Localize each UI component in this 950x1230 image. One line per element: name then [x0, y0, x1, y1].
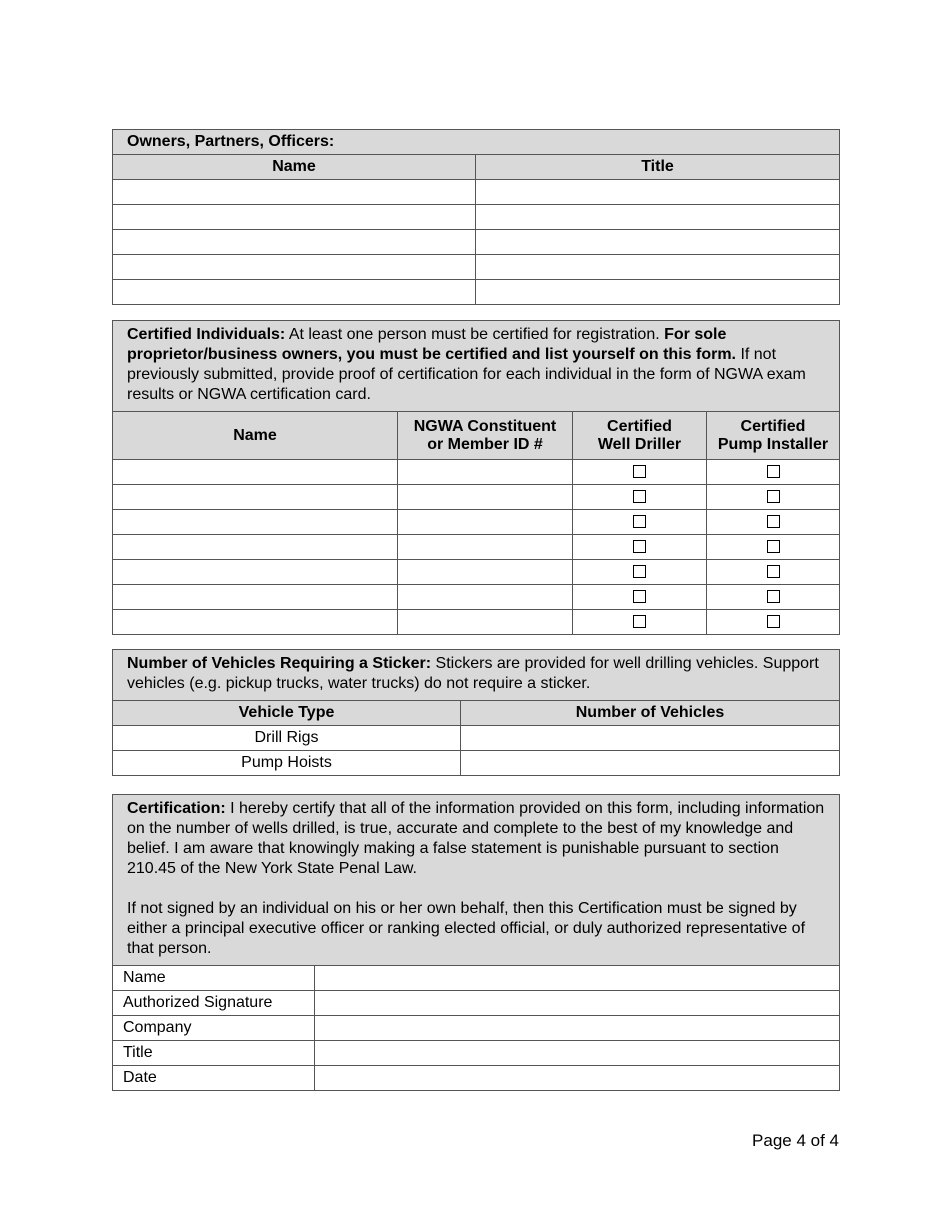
- company-input[interactable]: [315, 1016, 840, 1041]
- certification-text1: I hereby certify that all of the information provided on this form, including information on the number of wells drilled, is true, accurate and complete to the best of my knowledge and belief. I am aware that knowingly making a false statement is punishable pursuant to section 210.45 of the New York State Penal Law.: [127, 800, 825, 877]
- field-label-date: Date: [113, 1066, 315, 1091]
- well-driller-checkbox[interactable]: [633, 590, 646, 603]
- pump-hoists-count-input[interactable]: [461, 751, 840, 776]
- date-input[interactable]: [315, 1066, 840, 1091]
- certified-col-id: [398, 412, 573, 460]
- col-id-line2: or Member ID #: [427, 435, 543, 453]
- owner-name-input[interactable]: [113, 205, 476, 230]
- certified-name-input[interactable]: [113, 560, 398, 585]
- owner-name-input[interactable]: [113, 280, 476, 305]
- owner-name-input[interactable]: [113, 255, 476, 280]
- pump-installer-checkbox[interactable]: [767, 540, 780, 553]
- well-driller-checkbox[interactable]: [633, 515, 646, 528]
- vehicle-type-drill-rigs: Drill Rigs: [113, 726, 461, 751]
- col-pump-line2: Pump Installer: [717, 435, 829, 453]
- well-driller-checkbox[interactable]: [633, 465, 646, 478]
- vehicles-col-type: Vehicle Type: [113, 701, 461, 726]
- pump-installer-checkbox[interactable]: [767, 515, 780, 528]
- certified-name-input[interactable]: [113, 535, 398, 560]
- signature-input[interactable]: [315, 991, 840, 1016]
- certified-name-input[interactable]: [113, 585, 398, 610]
- vehicle-type-pump-hoists: Pump Hoists: [113, 751, 461, 776]
- certified-intro: [113, 321, 840, 412]
- certification-text2: If not signed by an individual on his or her own behalf, then this Certification must be signed by either a principal executive officer or ranking elected official, or duly authorized representative of that person.: [127, 900, 806, 957]
- certified-id-input[interactable]: [398, 460, 573, 485]
- owners-col-title: Title: [476, 155, 840, 180]
- signer-title-input[interactable]: [315, 1041, 840, 1066]
- pump-installer-checkbox[interactable]: [767, 565, 780, 578]
- certification-intro: [113, 795, 840, 966]
- certified-id-input[interactable]: [398, 585, 573, 610]
- field-label-title: Title: [113, 1041, 315, 1066]
- well-driller-checkbox[interactable]: [633, 565, 646, 578]
- field-label-company: Company: [113, 1016, 315, 1041]
- owner-title-input[interactable]: [476, 180, 840, 205]
- certified-col-driller: [573, 412, 707, 460]
- owner-title-input[interactable]: [476, 280, 840, 305]
- col-id-line1: NGWA Constituent: [413, 417, 557, 435]
- certified-name-input[interactable]: [113, 610, 398, 635]
- certified-table: [112, 320, 840, 635]
- pump-installer-checkbox[interactable]: [767, 490, 780, 503]
- certified-text1: At least one person must be certified for registration.: [285, 326, 665, 343]
- owners-title: Owners, Partners, Officers:: [113, 130, 840, 155]
- drill-rigs-count-input[interactable]: [461, 726, 840, 751]
- certification-table: [112, 794, 840, 1091]
- owners-table: [112, 129, 840, 305]
- owner-name-input[interactable]: [113, 180, 476, 205]
- owners-col-name: Name: [113, 155, 476, 180]
- pump-installer-checkbox[interactable]: [767, 465, 780, 478]
- owner-title-input[interactable]: [476, 255, 840, 280]
- owner-title-input[interactable]: [476, 230, 840, 255]
- col-driller-line2: Well Driller: [597, 435, 682, 453]
- page-number: Page 4 of 4: [752, 1131, 839, 1150]
- col-pump-line1: Certified: [740, 417, 806, 435]
- certified-bold-text: For sole proprietor/business owners, you must be certified and list yourself on this form.: [127, 326, 736, 363]
- certified-col-pump: [707, 412, 840, 460]
- pump-installer-checkbox[interactable]: [767, 615, 780, 628]
- col-driller-line1: Certified: [607, 417, 672, 435]
- certified-id-input[interactable]: [398, 535, 573, 560]
- certified-text2: If not previously submitted, provide proof of certification for each individual in the form of NGWA exam results or NGWA certification card.: [127, 346, 806, 403]
- certified-label: Certified Individuals:: [127, 326, 286, 343]
- certified-name-input[interactable]: [113, 485, 398, 510]
- well-driller-checkbox[interactable]: [633, 490, 646, 503]
- vehicles-col-count: Number of Vehicles: [461, 701, 840, 726]
- owner-title-input[interactable]: [476, 205, 840, 230]
- certified-id-input[interactable]: [398, 610, 573, 635]
- vehicles-label: Number of Vehicles Requiring a Sticker:: [127, 655, 432, 672]
- certified-name-input[interactable]: [113, 510, 398, 535]
- certified-col-name: Name: [113, 412, 398, 460]
- field-label-signature: Authorized Signature: [113, 991, 315, 1016]
- certified-id-input[interactable]: [398, 485, 573, 510]
- vehicles-table: [112, 649, 840, 776]
- pump-installer-checkbox[interactable]: [767, 590, 780, 603]
- owner-name-input[interactable]: [113, 230, 476, 255]
- certified-name-input[interactable]: [113, 460, 398, 485]
- field-label-name: Name: [113, 966, 315, 991]
- certification-label: Certification:: [127, 800, 226, 817]
- well-driller-checkbox[interactable]: [633, 540, 646, 553]
- vehicles-intro: [113, 650, 840, 701]
- certified-id-input[interactable]: [398, 560, 573, 585]
- vehicles-text: Stickers are provided for well drilling vehicles. Support vehicles (e.g. pickup trucks, water trucks) do not require a sticker.: [127, 655, 819, 692]
- signer-name-input[interactable]: [315, 966, 840, 991]
- certified-id-input[interactable]: [398, 510, 573, 535]
- well-driller-checkbox[interactable]: [633, 615, 646, 628]
